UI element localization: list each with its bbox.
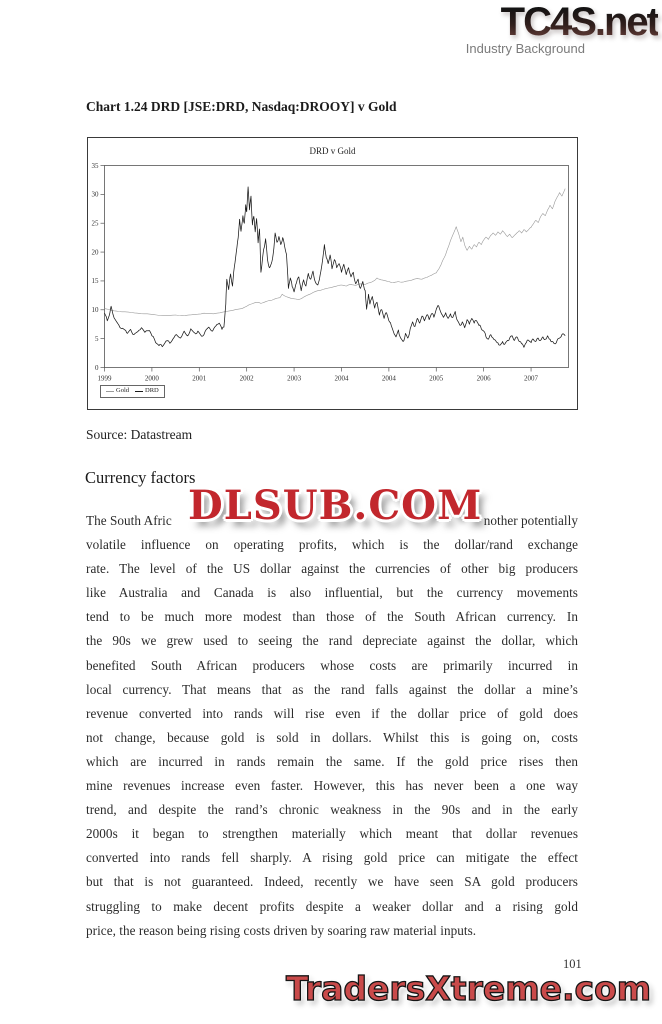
y-tick-label: 5 — [95, 334, 99, 343]
legend-line-swatch — [106, 391, 114, 392]
paragraph-line: mine revenues increase even faster. However, this has never been a one way — [86, 778, 578, 794]
x-tick-label: 2006 — [476, 374, 491, 383]
y-tick-label: 10 — [91, 306, 99, 315]
watermark-bottom: TradersXtreme.com — [286, 969, 652, 1008]
paragraph-line: converted into rands fell sharply. A rising gold price can mitigate the effect — [86, 850, 578, 866]
line-chart — [88, 138, 577, 409]
y-tick-label: 35 — [91, 161, 99, 170]
y-tick-label: 0 — [95, 363, 99, 372]
legend-label: Gold — [116, 387, 129, 394]
paragraph-line: local currency. That means that as the rand falls against the dollar a mine’s — [86, 681, 578, 697]
series-gold — [105, 189, 566, 316]
paragraph-fragment-right: nother potentially — [483, 513, 578, 528]
legend-label: DRD — [145, 387, 159, 394]
x-tick-label: 2004 — [334, 374, 349, 383]
body-paragraph — [86, 509, 578, 943]
paragraph-line: tend to be much more modest than those of the South African currency. In — [86, 609, 578, 625]
paragraph-line: not change, because gold is sold in dollars. Whilst this is going on, costs — [86, 729, 578, 745]
legend-entry-drd — [135, 388, 159, 395]
source-line: Source: Datastream — [86, 427, 193, 442]
section-heading: Currency factors — [85, 468, 196, 487]
page-number: 101 — [563, 957, 582, 971]
site-logo: TC4S.net — [500, 0, 658, 44]
paragraph-line: benefited South African producers whose costs are primarily incurred in — [86, 657, 578, 673]
x-tick-label: 2005 — [429, 374, 444, 383]
y-tick-label: 25 — [91, 219, 99, 228]
paragraph-line: 2000s it began to strengthen materially which meant that dollar revenues — [86, 826, 578, 842]
series-drd — [105, 187, 566, 347]
paragraph-line: price, the reason being rising costs driven by soaring raw material inputs. — [86, 922, 477, 938]
y-tick-label: 30 — [91, 190, 99, 199]
y-tick-label: 20 — [91, 248, 99, 257]
paragraph-line: volatile influence on operating profits, which is the dollar/rand exchange — [86, 537, 578, 553]
x-tick-label: 2002 — [239, 374, 254, 383]
paragraph-line: revenue converted into rands will rise even if the dollar price of gold does — [86, 705, 578, 721]
x-tick-label: 2003 — [287, 374, 302, 383]
paragraph-line: rate. The level of the US dollar against the currencies of other big producers — [86, 561, 578, 577]
legend-entry-gold — [106, 388, 129, 395]
x-tick-label: 2000 — [144, 374, 159, 383]
chart-heading: Chart 1.24 DRD [JSE:DRD, Nasdaq:DROOY] v Gold — [86, 99, 397, 114]
paragraph-fragment-left: The South Afric — [86, 513, 172, 528]
paragraph-line: but that is not guaranteed. Indeed, recently we have seen SA gold producers — [86, 874, 578, 890]
x-tick-label: 2001 — [192, 374, 207, 383]
chart-legend — [100, 385, 165, 398]
paragraph-line: like Australia and Canada is also influential, but the currency movements — [86, 585, 578, 601]
chapter-subtitle: Industry Background — [465, 41, 585, 56]
paragraph-line: trend, and despite the rand’s chronic weakness in the 90s and in the early — [86, 802, 578, 818]
chart-title: DRD v Gold — [309, 146, 356, 156]
legend-line-swatch — [135, 391, 143, 392]
paragraph-line: the 90s we grew used to seeing the rand depreciate against the dollar, which — [86, 633, 578, 649]
x-tick-label: 2007 — [524, 374, 539, 383]
chart-figure — [87, 137, 578, 410]
y-tick-label: 15 — [91, 277, 99, 286]
x-tick-label: 1999 — [97, 374, 112, 383]
watermark-center: DLSUB.COM — [188, 482, 483, 529]
paragraph-line: struggling to make decent profits despite a weaker dollar and a rising gold — [86, 898, 578, 914]
x-tick-label: 2004 — [381, 374, 396, 383]
paragraph-line: which are incurred in rands remain the same. If the gold price rises then — [86, 753, 578, 769]
